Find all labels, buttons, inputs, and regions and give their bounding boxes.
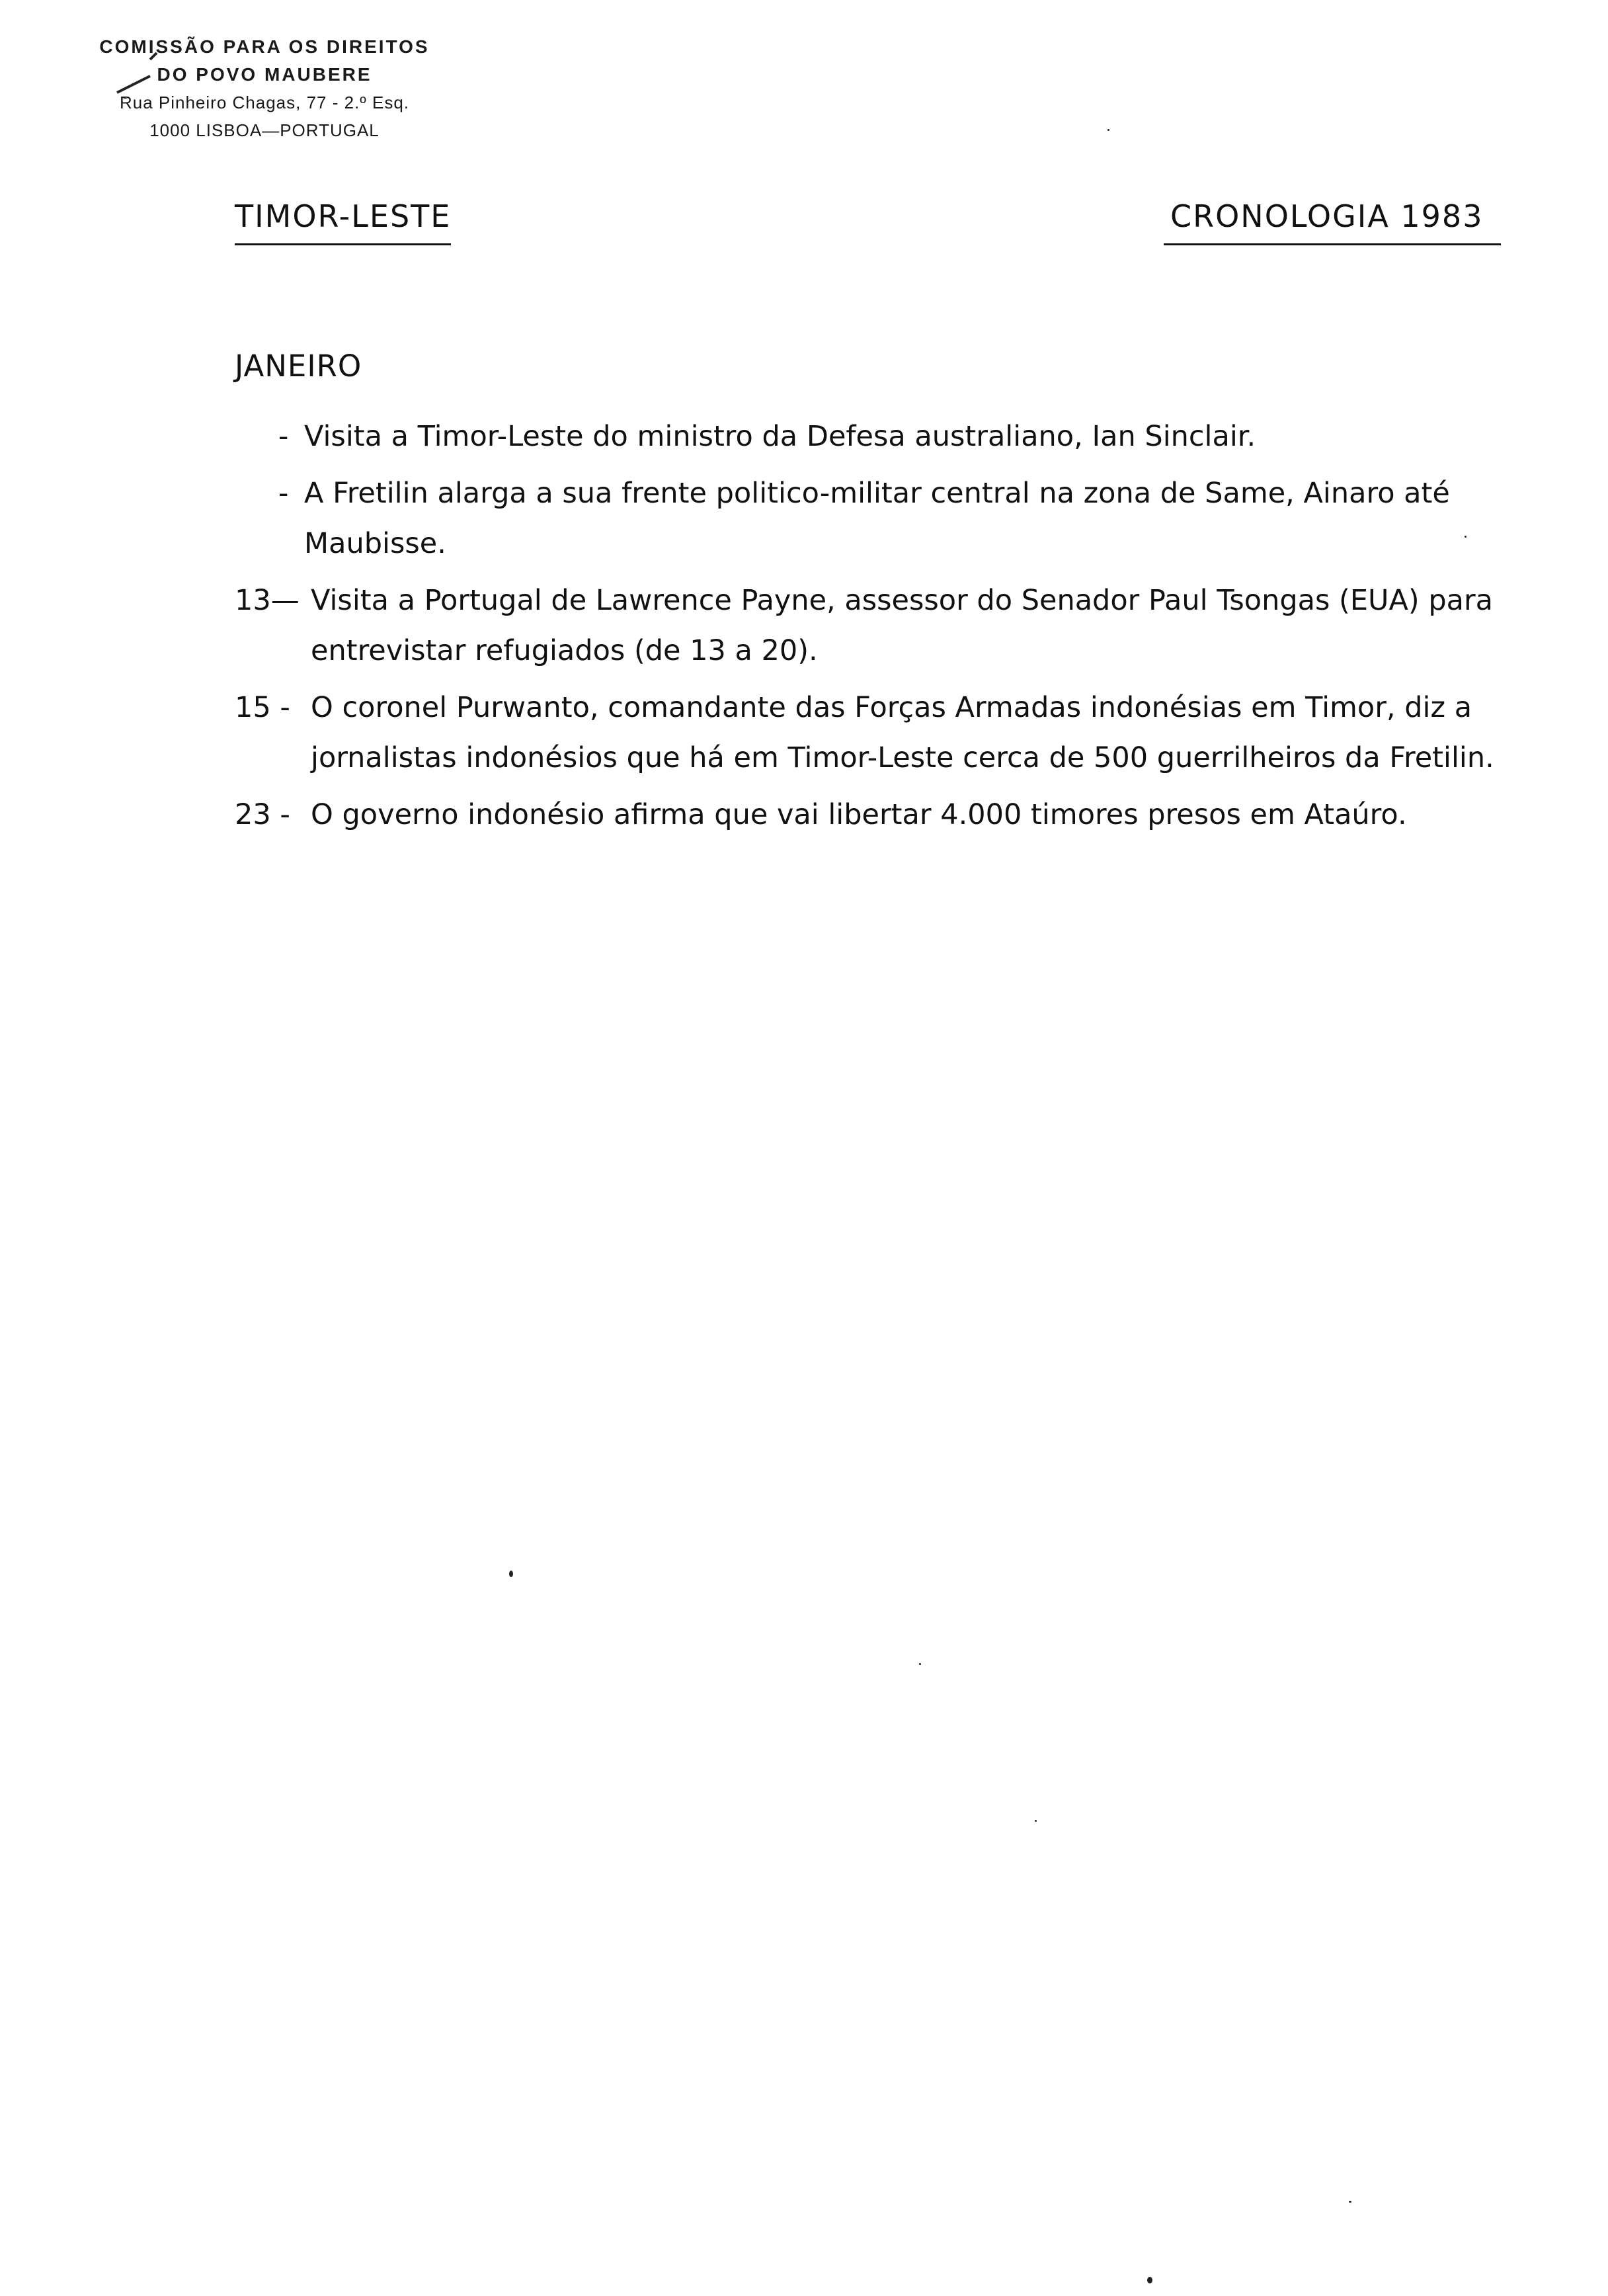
entry-text: O governo indonésio afirma que vai libertar 4.000 timores presos em Ataúro. bbox=[311, 798, 1407, 831]
entry-marker: 13— bbox=[235, 584, 309, 617]
scan-speck bbox=[1035, 1820, 1037, 1822]
list-item bbox=[235, 790, 1524, 840]
stamp-line-2: DO POVO MAUBERE bbox=[157, 64, 372, 85]
entry-text: A Fretilin alarga a sua frente politico-militar central na zona de Same, Ainaro até Maubisse. bbox=[304, 477, 1450, 560]
entry-marker: - bbox=[278, 477, 298, 510]
scan-speck bbox=[919, 1663, 921, 1665]
scan-speck bbox=[1147, 2277, 1152, 2283]
header-title: CRONOLOGIA 1983 bbox=[1164, 197, 1501, 245]
chronology-list bbox=[235, 411, 1524, 846]
pen-stroke-icon bbox=[114, 40, 167, 99]
stamp-line-1: COMISSÃO PARA OS DIREITOS bbox=[99, 36, 430, 57]
stamp-line-4: 1000 LISBOA—PORTUGAL bbox=[149, 120, 380, 140]
entry-marker: - bbox=[278, 420, 298, 453]
entry-marker: 15 - bbox=[235, 691, 300, 724]
scan-speck bbox=[1465, 536, 1467, 538]
header-country: TIMOR-LESTE bbox=[235, 197, 451, 245]
list-item bbox=[235, 575, 1524, 676]
entry-text: Visita a Portugal de Lawrence Payne, assessor do Senador Paul Tsongas (EUA) para entrevistar refugiados (de 13 a 20). bbox=[311, 584, 1494, 667]
month-heading: JANEIRO bbox=[235, 348, 362, 384]
scan-speck bbox=[1107, 129, 1109, 131]
organization-stamp bbox=[66, 33, 463, 144]
list-item bbox=[235, 682, 1524, 783]
stamp-line-3: Rua Pinheiro Chagas, 77 - 2.º Esq. bbox=[119, 93, 410, 112]
entry-marker: 23 - bbox=[235, 798, 300, 831]
list-item bbox=[235, 411, 1524, 462]
scan-speck bbox=[509, 1571, 513, 1577]
scan-speck bbox=[1349, 2201, 1351, 2203]
entry-text: Visita a Timor-Leste do ministro da Defesa australiano, Ian Sinclair. bbox=[304, 420, 1256, 453]
entry-text: O coronel Purwanto, comandante das Forças Armadas indonésias em Timor, diz a jornalistas indonésios que há em Timor-Leste cerca de 500 guerrilheiros da Fretilin. bbox=[311, 691, 1494, 774]
list-item bbox=[235, 468, 1524, 569]
